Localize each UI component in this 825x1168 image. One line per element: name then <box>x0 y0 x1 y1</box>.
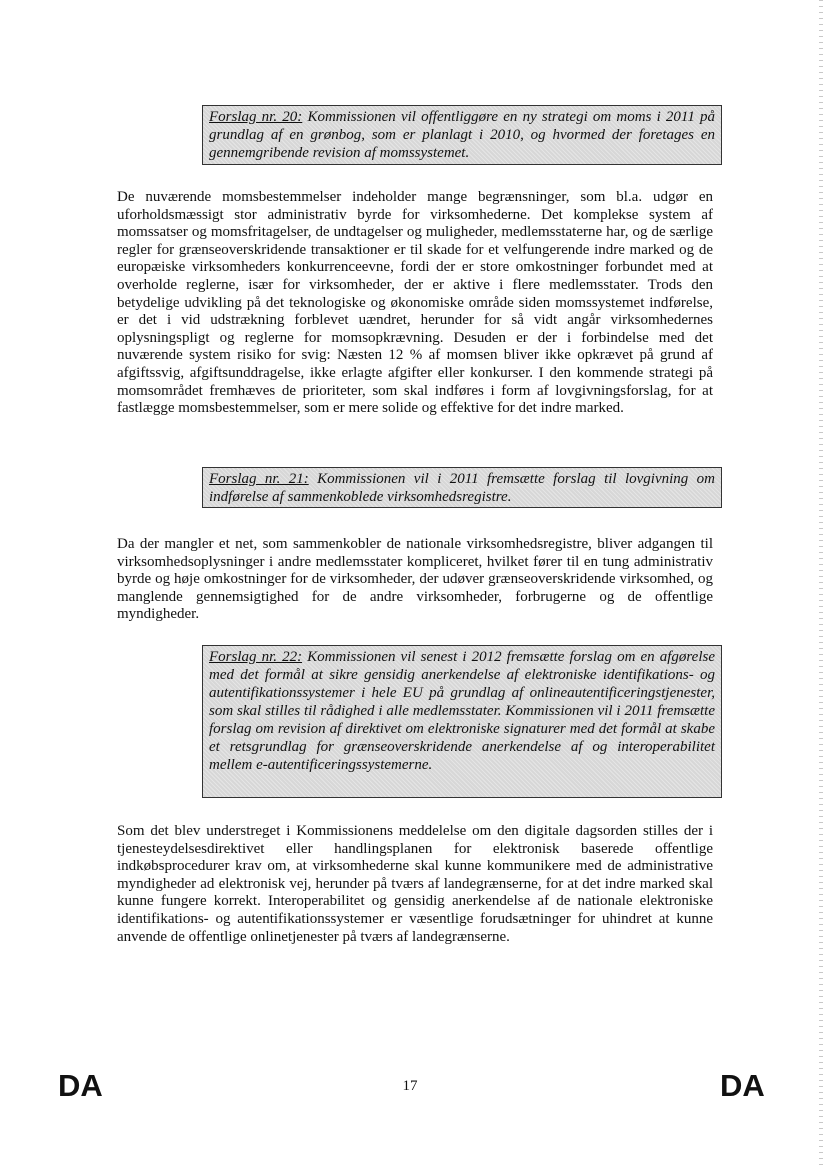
proposal-box-22 <box>202 645 722 798</box>
language-code-left: DA <box>58 1068 103 1103</box>
paragraph-registers: Da der mangler et net, som sammenkobler de nationale virksomhedsregistre, bliver adgangen til virksomhedsoplysninger i andre medlemsstater kompliceret, hvilket fører til en tung administrativ byrde og høje omkostninger for de virksomheder, der udøver grænseoverskridende virksomhed, og manglende gennemsigtighed for de andre virksomheder, forbrugerne og de offentlige myndigheder. <box>117 536 713 623</box>
paragraph-vat: De nuværende momsbestemmelser indeholder mange begrænsninger, som bl.a. udgør en uforholdsmæssigt stor administrativ byrde for virksomhederne. Det komplekse system af momssatser og momsfritagelser, de undtagelser og muligheder, medlemsstaterne har, og de særlige regler for grænseoverskridende transaktioner er til skade for et velfungerende indre marked og de europæiske virksomheders konkurrenceevne, fordi der er store omkostninger forbundet med at overholde reglerne, især for virksomheder, der er aktive i flere medlemsstater. Trods den betydelige udvikling på det teknologiske og økonomiske område siden momssystemet indførelse, er det i vid udstrækning forblevet uændret, herunder for så vidt angår virksomhedernes oplysningspligt og reglerne for momsopkrævning. Desuden er der i forbindelse med det nuværende system risiko for svig: Næsten 12 % af momsen bliver ikke opkrævet på grund af afgiftssvig, afgiftsunddragelse, ikke erlagte afgifter eller konkurser. I den kommende strategi på momsområdet fremhæves de prioriteter, som skal indføres i form af lovgivningsforslag, for at fastlægge momsbestemmelser, som er mere solide og effektive for det indre marked. <box>117 189 713 417</box>
proposal-22-lead: Forslag nr. 22: <box>209 649 303 665</box>
proposal-20-text: Kommissionen vil offentliggøre en ny strategi om moms i 2011 på grundlag af en grønbog, som er planlagt i 2010, og hvormed der foretages en gennemgribende revision af momssystemet. <box>209 109 715 161</box>
proposal-21-lead: Forslag nr. 21: <box>209 471 309 487</box>
proposal-box-21 <box>202 467 722 508</box>
proposal-box-20 <box>202 105 722 165</box>
proposal-22-text: Kommissionen vil senest i 2012 fremsætte forslag om en afgørelse med det formål at sikre gensidig anerkendelse af elektroniske identifikations- og autentifikationssystemer i hele EU på grundlag af onlineautentificeringstjenester, som skal stilles til rådighed i alle medlemsstater. Kommissionen vil i 2011 fremsætte forslag om revision af direktivet om elektroniske signaturer med det formål at skabe et retsgrundlag for grænseoverskridende anerkendelse af og interoperabilitet mellem e-autentificeringssystemerne. <box>209 649 715 773</box>
page-number: 17 <box>402 1078 418 1094</box>
language-code-right: DA <box>720 1068 765 1103</box>
paragraph-digital-agenda: Som det blev understreget i Kommissionens meddelelse om den digitale dagsorden stilles der i tjenesteydelsesdirektivet eller handlingsplanen for elektronisk baserede offentlige indkøbsprocedurer krav om, at virksomhederne skal kunne kommunikere med de administrative myndigheder ad elektronisk vej, herunder på tværs af landegrænserne, for at det indre marked skal kunne fungere korrekt. Interoperabilitet og gensidig anerkendelse af de nationale elektroniske identifikations- og autentifikationssystemer er væsentlige forudsætninger for uhindret at kunne anvende de offentlige onlinetjenester på tværs af landegrænserne. <box>117 823 713 945</box>
proposal-21-text: Kommissionen vil i 2011 fremsætte forslag til lovgivning om indførelse af sammenkoblede virksomhedsregistre. <box>209 471 715 505</box>
scan-edge-dots <box>819 0 823 1168</box>
proposal-20-lead: Forslag nr. 20: <box>209 109 303 125</box>
